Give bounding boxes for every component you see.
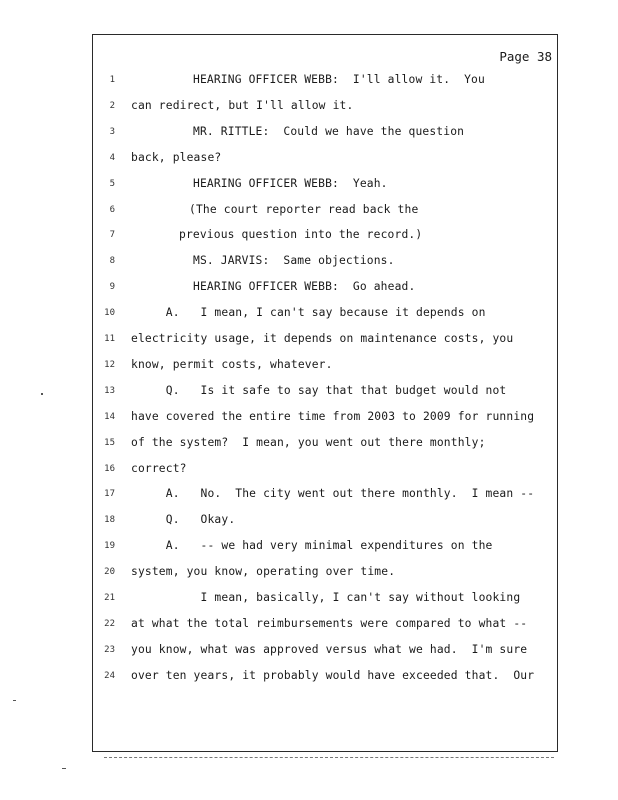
line-text: (The court reporter read back the <box>189 202 419 216</box>
transcript-line <box>93 617 557 635</box>
line-text: A. I mean, I can't say because it depends on <box>131 306 486 320</box>
line-number: 12 <box>104 359 115 370</box>
line-text: electricity usage, it depends on maintenance costs, you <box>131 332 514 345</box>
line-text: previous question into the record.) <box>179 228 423 242</box>
line-text: can redirect, but I'll allow it. <box>131 98 354 112</box>
line-text: HEARING OFFICER WEBB: Yeah. <box>193 176 388 190</box>
transcript-line <box>93 513 557 531</box>
transcript-line <box>93 384 557 402</box>
transcript-line <box>93 462 557 480</box>
transcript-line <box>93 591 557 609</box>
line-text: system, you know, operating over time. <box>131 565 396 579</box>
transcript-line <box>93 73 557 91</box>
transcript-line <box>93 280 557 298</box>
line-number: 3 <box>109 126 115 137</box>
transcript-line <box>93 565 557 583</box>
line-number: 18 <box>104 515 115 526</box>
line-text: have covered the entire time from 2003 to 2009 for running <box>131 409 535 423</box>
line-number: 19 <box>104 541 115 552</box>
line-number: 5 <box>109 178 115 189</box>
transcript-line <box>93 125 557 143</box>
transcript-line <box>93 669 557 687</box>
line-number: 23 <box>104 644 115 655</box>
line-text: A. -- we had very minimal expenditures on the <box>131 539 493 553</box>
line-number: 16 <box>104 463 115 474</box>
line-number: 15 <box>104 437 115 448</box>
line-number: 14 <box>104 411 115 422</box>
line-text: correct? <box>131 461 187 475</box>
line-number: 7 <box>109 230 115 241</box>
footer-rule <box>104 757 554 759</box>
transcript-line <box>93 228 557 246</box>
line-number: 1 <box>109 75 115 85</box>
line-number: 24 <box>104 670 115 681</box>
line-number: 9 <box>109 282 115 293</box>
line-number: 8 <box>109 256 115 267</box>
margin-speck <box>41 393 43 395</box>
line-text: Q. Okay. <box>131 513 236 527</box>
transcript-line <box>93 254 557 272</box>
line-number: 2 <box>109 100 115 111</box>
transcript-line <box>93 436 557 454</box>
transcript-line <box>93 306 557 324</box>
transcript-line <box>93 539 557 557</box>
line-text: over ten years, it probably would have exceeded that. Our <box>131 668 535 682</box>
margin-speck <box>62 768 66 769</box>
transcript-line <box>93 99 557 117</box>
transcript-line <box>93 332 557 350</box>
line-number: 4 <box>109 152 115 163</box>
line-text: back, please? <box>131 150 222 164</box>
line-text: MR. RITTLE: Could we have the question <box>193 124 465 138</box>
transcript-page <box>92 34 558 752</box>
transcript-line <box>93 151 557 169</box>
line-text: you know, what was approved versus what we had. I'm sure <box>131 642 528 656</box>
line-number: 10 <box>104 308 115 319</box>
transcript-line <box>93 358 557 376</box>
line-number: 22 <box>104 618 115 629</box>
line-number: 11 <box>104 334 115 344</box>
line-text: at what the total reimbursements were compared to what -- <box>131 616 528 630</box>
line-text: know, permit costs, whatever. <box>131 357 333 371</box>
line-number: 6 <box>109 204 115 215</box>
line-text: Q. Is it safe to say that that budget would not <box>131 383 507 397</box>
line-number: 13 <box>104 385 115 396</box>
line-text: I mean, basically, I can't say without looking <box>131 591 521 604</box>
line-text: HEARING OFFICER WEBB: I'll allow it. You <box>193 73 485 86</box>
page-number: Page 38 <box>499 49 552 64</box>
line-text: HEARING OFFICER WEBB: Go ahead. <box>193 280 416 294</box>
margin-speck <box>13 700 16 701</box>
line-number: 20 <box>104 567 115 578</box>
line-number: 21 <box>104 593 115 603</box>
line-number: 17 <box>104 489 115 500</box>
transcript-line <box>93 410 557 428</box>
transcript-line <box>93 487 557 505</box>
line-text: A. No. The city went out there monthly. I mean -- <box>131 487 535 501</box>
line-text: of the system? I mean, you went out there monthly; <box>131 435 486 449</box>
transcript-line <box>93 177 557 195</box>
transcript-line <box>93 643 557 661</box>
transcript-line <box>93 203 557 221</box>
line-text: MS. JARVIS: Same objections. <box>193 254 395 268</box>
